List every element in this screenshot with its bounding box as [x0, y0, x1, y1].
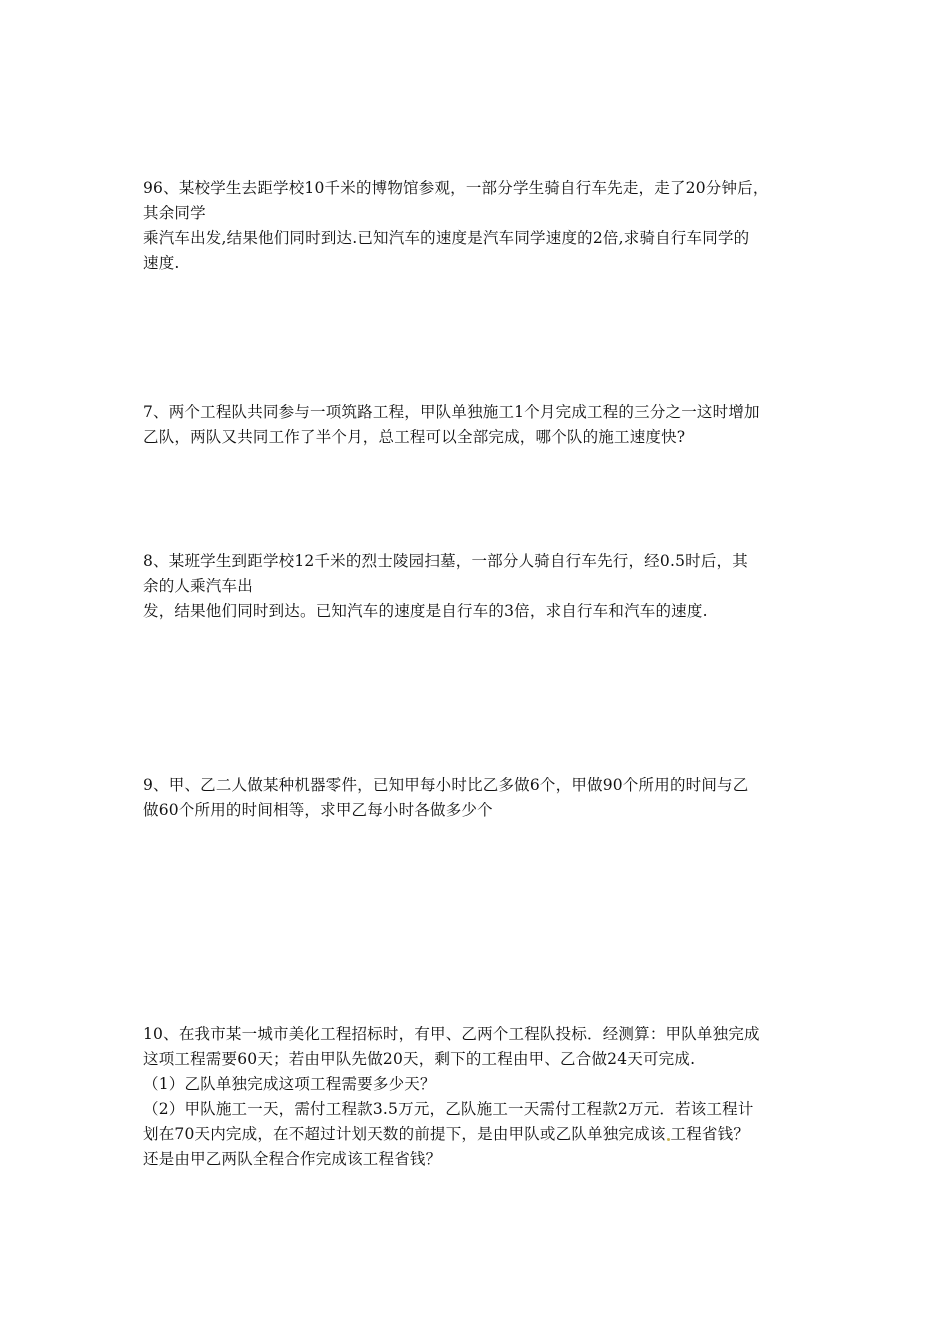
problem-96-line-4: 速度. [143, 254, 180, 272]
problem-96-line-1: 96、某校学生去距学校10千米的博物馆参观，一部分学生骑自行车先走，走了20分钟后， [143, 179, 769, 197]
problem-7-line-2: 乙队，两队又共同工作了半个月，总工程可以全部完成，哪个队的施工速度快? [143, 428, 686, 446]
problem-8 [143, 549, 823, 624]
problem-96-line-3: 乘汽车出发,结果他们同时到达.已知汽车的速度是汽车同学速度的2倍,求骑自行车同学的 [143, 229, 750, 247]
problem-7 [143, 400, 823, 450]
problem-8-line-2: 余的人乘汽车出 [143, 577, 253, 595]
problem-10-line-5-part-2: 工程省钱？ [670, 1125, 750, 1143]
problem-9-line-1: 9、甲、乙二人做某种机器零件，已知甲每小时比乙多做6个，甲做90个所用的时间与乙 [143, 776, 749, 794]
problem-9-line-2: 做60个所用的时间相等，求甲乙每小时各做多少个 [143, 801, 493, 819]
problem-9 [143, 773, 823, 823]
problem-10-line-6: 还是由甲乙两队全程合作完成该工程省钱？ [143, 1150, 442, 1168]
problem-10-line-5-part-1: 划在70天内完成，在不超过计划天数的前提下，是由甲队或乙队单独完成该 [143, 1125, 666, 1143]
problem-96-line-2: 其余同学 [143, 204, 206, 222]
problem-8-line-3: 发，结果他们同时到达。已知汽车的速度是自行车的3倍，求自行车和汽车的速度. [143, 602, 708, 620]
problem-96 [143, 176, 823, 276]
problem-10-line-1: 10、在我市某一城市美化工程招标时，有甲、乙两个工程队投标．经测算：甲队单独完成 [143, 1025, 760, 1043]
problem-10 [143, 1022, 823, 1172]
marker-dot [667, 1138, 670, 1141]
problem-7-line-1: 7、两个工程队共同参与一项筑路工程，甲队单独施工1个月完成工程的三分之一这时增加 [143, 403, 760, 421]
problem-10-line-2: 这项工程需要60天；若由甲队先做20天，剩下的工程由甲、乙合做24天可完成. [143, 1050, 696, 1068]
problem-10-line-3: （1）乙队单独完成这项工程需要多少天？ [143, 1075, 436, 1093]
problem-10-line-4: （2）甲队施工一天，需付工程款3.5万元，乙队施工一天需付工程款2万元．若该工程计 [143, 1100, 754, 1118]
problem-10-line-5 [143, 1122, 823, 1147]
problem-8-line-1: 8、某班学生到距学校12千米的烈士陵园扫墓，一部分人骑自行车先行，经0.5时后，其 [143, 552, 748, 570]
